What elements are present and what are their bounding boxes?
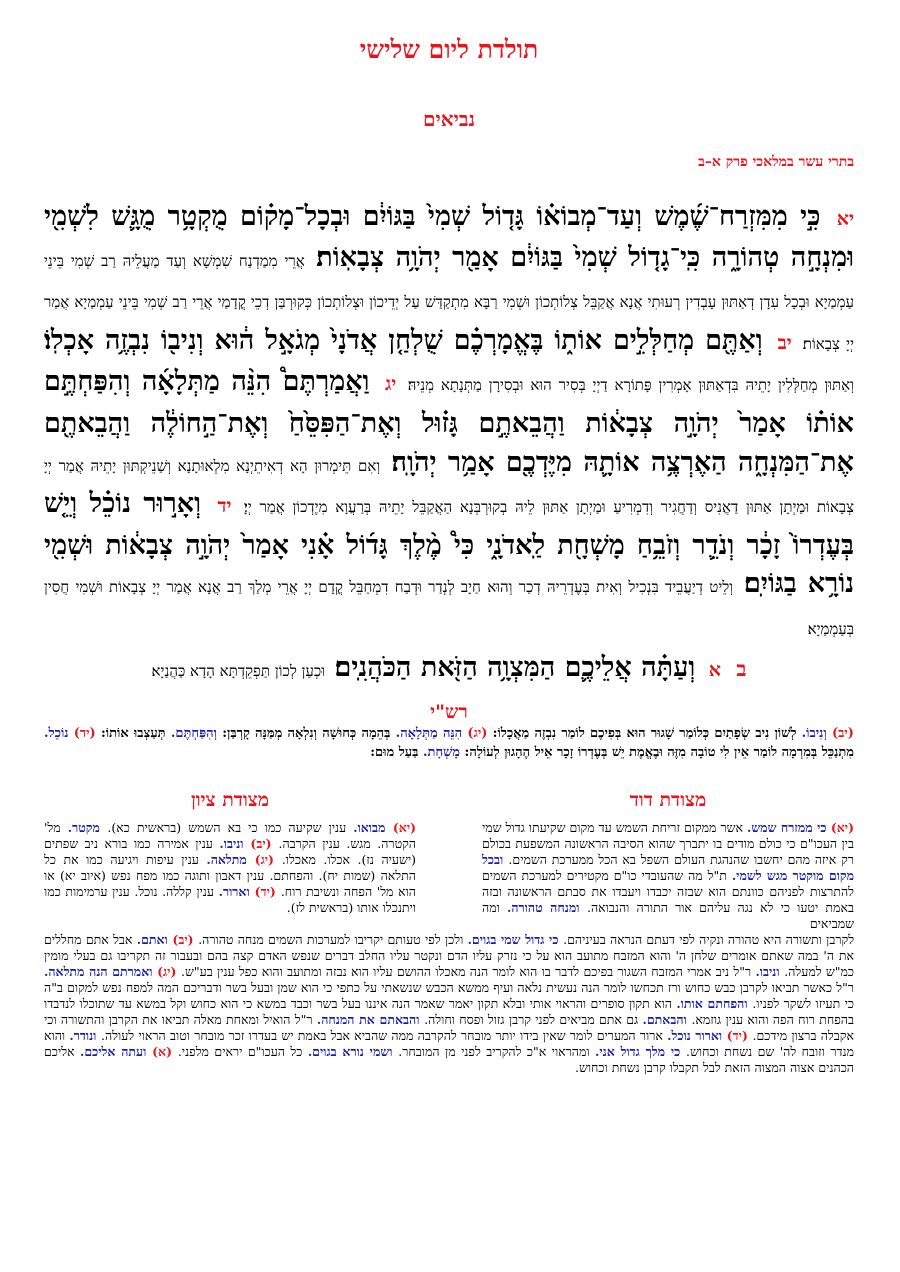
commentary-text: מאכלו. bbox=[281, 852, 324, 868]
rashi-heading-word: וְנִיבוֹ. bbox=[801, 726, 827, 742]
targum-text: וְאִם תֵּימְרוּן הָא דְאִיתֵיְנָא מִלְאוּתָנָא וְשַׁנֵיקְתּוּן יָתֵיהּ אֲמַר יְיָ צְבָאוֹת וּמַיְתָן אַתּוּן דַאֲנִיס וְדַחֲגִיר וְדִמְרִיעַ וּמַיְתָן אַתּוּן לֵיהּ בְקוּרְבְּנָא הַאֲקַבֵּל יָתֵיהּ בְּרַעֲוָא מִיֶדְכוֹן אֲמַר יְיָ׃ bbox=[44, 456, 854, 517]
heading-word: מבואו. bbox=[353, 820, 393, 836]
verse-number: א bbox=[708, 658, 721, 681]
commentary-text: הוא תקון סופרים והראוי אותי ובלא תקון יאמר שאמר הנה איננו בעל בשר וכבד במשא כי הוא כחוש וקל במשא עד שתוכלו לנדבדו בהפחת רוח הפה והוא ענין גוזמא. bbox=[44, 996, 854, 1028]
metzudat-david-continuation bbox=[44, 932, 854, 1076]
verse-ref: (יג) bbox=[254, 852, 282, 868]
commentary-text: ענין אמירה כמו בורא ניב שפתים (ישעיה נז). bbox=[44, 836, 417, 868]
commentary-text: ענין הקרבה. bbox=[278, 836, 347, 852]
verse-number: יג bbox=[384, 373, 397, 396]
verse-text: וְאַתֶּ֖ם מְחַלְּלִ֣ים אוֹת֑וֹ בֶּאֱמָרְכֶ֗ם שֻׁלְחַ֤ן אֲדֹנָי֙ מְגֹאָ֣ל ה֔וּא וְנִיב֖וֹ נִבְזֶ֥ה אָכְלֽוֹ׃ bbox=[44, 324, 763, 356]
metzudat-david-title: מצודת דוד bbox=[629, 789, 707, 812]
heading-word: והבאתם את המנחה. bbox=[316, 1012, 425, 1028]
verses-block bbox=[44, 198, 854, 690]
heading-word: ומנחה טהורה. bbox=[507, 900, 588, 916]
commentary-text: כל העכו"ם יראים מלפני. bbox=[177, 1044, 308, 1060]
rashi-text: תְּעַצְבוּ אוֹתוֹ: bbox=[100, 726, 166, 742]
heading-word: כי ממזרח שמש. bbox=[746, 820, 831, 836]
verse-ref: (יב) bbox=[172, 932, 199, 948]
heading-word: וארור. bbox=[218, 884, 255, 900]
heading-word: וניבו. bbox=[755, 964, 785, 980]
targum-text: וּכְעַן לְכוֹן תַּפְקֵדְתָּא הָדָא כַּהֲנַיָא׃ bbox=[151, 661, 326, 680]
commentary-text: ענין עיפות ויגיעה כמו את כל התלאה (שמות יח). bbox=[44, 852, 416, 884]
verse-ref: (יד) bbox=[726, 1028, 753, 1044]
commentary-text: ענין שקיעה כמו כי בא השמש (בראשית כא). bbox=[107, 820, 354, 836]
rashi-ref: (יב) bbox=[831, 726, 854, 742]
commentary-text: מל' הקטרה. bbox=[44, 820, 416, 852]
rashi-ref: (יג) bbox=[467, 726, 488, 742]
verse-text: וְאָר֣וּר נוֹכֵ֗ל וְיֵ֤שׁ בְּעֶדְרוֹ֙ זָכָ֔ר וְנֹדֵ֛ר וְזֹבֵ֥חַ מָשְׁחָ֖ת לַֽאדֹנָ֑י כִּי֩ מֶ֨לֶךְ גָּד֜וֹל אָ֗נִי אָמַר֙ יְהֹוָ֣ה צְבָא֔וֹת וּשְׁמִ֖י נוֹרָ֥א בַגּוֹיִֽם׃ bbox=[44, 488, 855, 600]
heading-word: וארור נוכל. bbox=[667, 1028, 727, 1044]
targum-text: וְאַתּוּן מְחַלְּלִין יָתֵיהּ בִּדְאַתּוּן אָמְרִין פָּתוֹרָא דַיְיָ בְּסִיר הוּא וּבְסִירָן מַתְּנָתָא מְנֵיהּ׃ bbox=[407, 376, 855, 395]
rashi-text: לְשׁוֹן נִיב שְׂפָתַיִם כְּלוֹמַר שָׁגוּר הוּא בְּפִיכֶם לוֹמַר נִבְזֶה מַאֲכָלוֹ: bbox=[492, 726, 797, 742]
commentary-text: ת"ל מה שהעובדי כו"ם מקטירים למערכת השמים להתרצות לפניהם כוונתם הוא שבזה יכבדו ויעבדו את סבתם הראשונה ובזה באמת יטעו כי לא נגה עליהם אור התורה והנבואה. bbox=[482, 868, 854, 916]
rashi-text: מִתְנַכֵּל בְּמִרְמָה לוֹמַר אֵין לִי טוֹבָה מִזֶּה וּבֶאֱמֶת יֵשׁ בְּעֶדְרוֹ זָכָר אֵיל הֶהָגוּן לְעוֹלָה: bbox=[464, 745, 854, 761]
commentary-text: ר"ל הואיל ומאחת מאלה תביאו את הקרבן והתשורה וכי אקבלה ברצון מידכם. bbox=[44, 1012, 854, 1044]
commentary-text: אליכם הכהנים אצוה המצוה הזאת לבל תקבלו קרבן נשחת וכחוש. bbox=[44, 1044, 854, 1076]
rashi-text: בְּהֵמָה כְּחוּשָׁה וְנִלְאָה מְמַּנָּה קָרְבַּן: bbox=[222, 726, 391, 742]
verse-number: יב bbox=[777, 331, 792, 354]
commentary-text: אשר ממקום זריחת השמש עד מקום שקיעתו גדול שמי בין העכו"ם כי כולם מודים בו יתברך שהוא הסיבה הראשונה המשפעת בכולם רק איזה מהם יחשבו שהנהגת העולם השפל בא הכל ממערכת השמים. bbox=[482, 820, 854, 868]
verse-text: וְעַתָּ֗ה אֲלֵיכֶ֛ם הַמִּצְוָ֥ה הַזֹּ֖את הַכֹּהֲנִֽים׃ bbox=[334, 651, 696, 683]
verse-ref: (יא) bbox=[392, 820, 417, 836]
verse-ref: (יב) bbox=[250, 836, 279, 852]
verse-number: יא bbox=[836, 208, 854, 230]
rashi-heading-word: נוֹכֵל. bbox=[44, 726, 69, 742]
metzudat-david-column bbox=[482, 788, 854, 932]
commentary-text: נוכל. bbox=[134, 884, 163, 900]
rashi-heading-word: הִנֵּה מַתְּלָאָה. bbox=[395, 726, 463, 742]
commentary-text: ענין ערמימות כמו ויתנכלו אותו (בראשית לז). bbox=[44, 884, 416, 916]
rashi-commentary bbox=[44, 724, 854, 762]
heading-word: מתלאה. bbox=[206, 852, 255, 868]
commentary-text: והוא מנדר וזובח לה' שם נשחת וכחוש. bbox=[44, 1028, 854, 1060]
verse-ref: (יג) bbox=[157, 964, 182, 980]
rashi-text: בַּעַל מוּם: bbox=[370, 745, 419, 761]
section-heading: נביאים bbox=[423, 107, 475, 131]
rashi-heading-word: מָשְׁחָת. bbox=[422, 745, 461, 761]
heading-word: והפחתם אותו. bbox=[676, 996, 753, 1012]
targum-text: וְלֵיט דְיַעֲבֵיד בִּנְכִיל וְאִית בְּעֶדְרֵיהּ דְכַר וְהוּא חַיָב לְנְדַר וּדְבַח דִמְחַבֵּל קֳדָם יְיָ אֲרֵי מְלַךְ רַב אֲנָא אֲמַר יְיָ צְבָאוֹת וּשְׁמִי חֲסִין בְּעַמְמַיָא׃ bbox=[44, 578, 854, 638]
commentary-text: ר"ל כאשר תביאו לקרבן כבש כחוש ורז תכחשו לומר הנה נעשית נלאה ועיף ממשא הכבש שנשאתי על כתפי כי הוא שמן ובעל בשר ודבריכם המה למפח נפש למקום ב"ה כי תעיזו לשקר לפניו. bbox=[44, 980, 854, 1012]
commentary-text: ר"ל ניב אמרי המזבח השגור בפיכם לדבר בו הוא לומר הנה מאכלו ההושם עליו הוא נבזה ומתועב והוא כפל ענין בע"ש. bbox=[181, 964, 756, 980]
commentary-text: אכלו. bbox=[323, 852, 358, 868]
commentary-columns bbox=[44, 788, 854, 932]
verse-ref: (יא) bbox=[830, 820, 854, 836]
heading-word: ונודר. bbox=[69, 1028, 101, 1044]
verse-number: יד bbox=[217, 495, 232, 518]
commentary-text: ולכן לפי טעותם יקריבו למערכות השמים מנחה טהורה. bbox=[198, 932, 468, 948]
rashi-heading: רש"י bbox=[430, 701, 468, 724]
commentary-text: ומהראוי א"כ להקריב לפני מן המובחר. bbox=[398, 1044, 596, 1060]
verse-ref: (א) bbox=[152, 1044, 178, 1060]
heading-word: ושמי נורא בגוים. bbox=[307, 1044, 399, 1060]
commentary-text: גם אתם מביאים לפני קרבן גזול ופסח וחולה. bbox=[424, 1012, 643, 1028]
chapter-2-line bbox=[44, 649, 854, 691]
heading-word: ואתם. bbox=[136, 932, 173, 948]
heading-word: כי מלך גדול אני. bbox=[595, 1044, 687, 1060]
rashi-heading-word: וְהִפַּחְתֶּם. bbox=[170, 726, 217, 742]
metzudat-zion-column bbox=[44, 788, 416, 932]
verse-text: וַאֲמַרְתֶּם֩ הִנֵּ֨ה מַתְּלָאָ֜ה וְהִפַּחְתֶּ֣ם אוֹת֗וֹ אָמַר֙ יְהֹוָ֣ה צְבָא֔וֹת וַהֲבֵאתֶ֣ם גָּז֗וּל וְאֶת־הַפִּסֵּ֙חַ֙ וְאֶת־הַ֣חוֹלֶ֔ה וַהֲבֵאתֶ֖ם אֶת־הַמִּנְחָ֑ה הַאֶרְצֶ֥ה אוֹתָ֛הּ מִיֶּדְכֶ֖ם אָמַ֥ר יְהֹוָֽה׃ bbox=[44, 366, 854, 478]
commentary-text: ענין דאבון ותוגה כמו מפח נפש (איוב יא) או הוא מל' הפחה ונשיבת רוח. bbox=[44, 868, 416, 900]
commentary-text: לקרבן ותשורה היא טהורה ונקיה לפי דעתם הנראה בעיניהם. bbox=[563, 932, 855, 948]
metzudat-zion-text bbox=[44, 820, 416, 916]
commentary-text: ענין קללה. bbox=[162, 884, 219, 900]
rashi-ref: (יד) bbox=[73, 726, 96, 742]
commentary-text: ארור המערים לומר שאין בידו יותר מובחר להקרבה ממה שהביא אבל באמת יש בעדרו זכר מובחר וטוב הראוי לעולה. bbox=[101, 1028, 668, 1044]
metzudat-zion-title: מצודת ציון bbox=[190, 789, 270, 812]
commentary-text: והפחתם. bbox=[269, 868, 319, 884]
source-reference: בתרי עשר במלאכי פרק א–ב bbox=[698, 154, 854, 170]
heading-word: ובכל מקום מוקטר מגש לשמי. bbox=[482, 852, 854, 884]
metzudat-david-text bbox=[482, 820, 854, 932]
targum-text: אֲרֵי מִמַדְנַח שִׁמְשָׁא וְעַד מַעֲלֵיהּ רַב שְׁמִי בֵּינֵי עַמְמַיָא וּבְכָל עִדָן דְאַתּוּן עָבְדִין רְעוּתִי אֲנָא אֲקַבֵּל צְלוֹתְכוֹן וּשְׁמִי רַבָּא מִתְקַדַּשׁ עַל יְדֵיכוֹן וּצְלוֹתְכוֹן כְּקוּרְבַּן דְכֵי קֳדָמַי אֲרֵי רַב שְׁמִי בֵּינֵי עַמְמַיָא אֲמַר יְיָ צְבָאוֹת׃ bbox=[44, 251, 855, 353]
heading-word: ועתה אליכם. bbox=[79, 1044, 153, 1060]
verse-ref: (יד) bbox=[254, 884, 281, 900]
commentary-text: מגש. bbox=[346, 836, 378, 852]
chapter-number: ב bbox=[736, 655, 747, 681]
verse-text: כִּ֣י מִמִּזְרַח־שֶׁ֜מֶשׁ וְעַד־מְבוֹא֗וֹ גָּד֤וֹל שְׁמִי֙ בַּגּוֹיִ֔ם וּבְכָל־מָק֗וֹם מֻקְטָ֥ר מֻגָּ֛שׁ לִשְׁמִ֖י וּמִנְחָ֣ה טְהוֹרָ֑ה כִּֽי־גָד֤וֹל שְׁמִי֙ בַּגּוֹיִ֔ם אָמַ֖ר יְהֹוָ֥ה צְבָאֽוֹת׃ bbox=[44, 201, 854, 273]
heading-word: ואמרתם הנה מתלאה. bbox=[44, 964, 158, 980]
commentary-text: ומה שמביאים bbox=[482, 900, 854, 932]
heading-word: והבאתם. bbox=[642, 1012, 692, 1028]
heading-word: כי גדול שמי בגוים. bbox=[467, 932, 564, 948]
commentary-text: אבל אתם מחללים את ה' במה שאתם אומרים שלחן ה' והוא המזבח מתועב הוא על כי נזרק עליו הדם ונקטר עליו החלב דברים שנפש האדם קצה בהם ובעבור זה תקריבו גם בעלי מומין כמ"ש למעלה. bbox=[44, 932, 854, 980]
heading-word: וניבו. bbox=[219, 836, 251, 852]
heading-word: מקטר. bbox=[67, 820, 108, 836]
page-title: תולדת ליום שלישי bbox=[359, 35, 539, 64]
